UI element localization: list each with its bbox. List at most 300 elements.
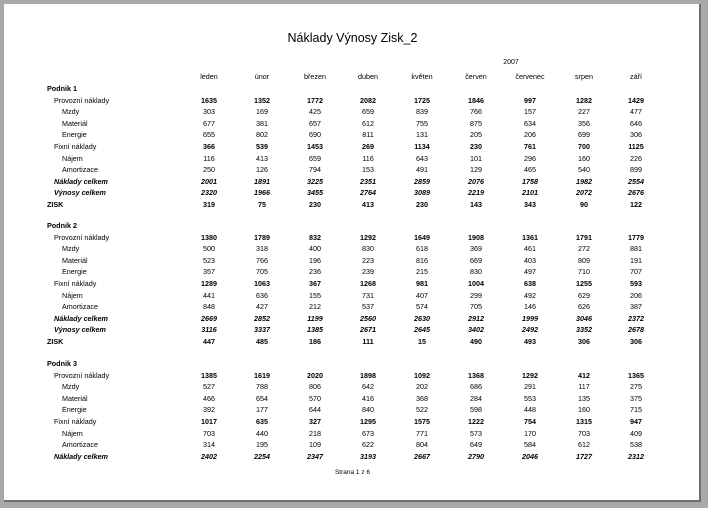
- table-cell: 2669: [201, 313, 217, 323]
- table-cell: 2072: [576, 188, 592, 198]
- table-cell: 707: [630, 267, 642, 277]
- table-cell: 574: [416, 302, 428, 312]
- section-name: Podnik 1: [47, 84, 77, 93]
- table-cell: 218: [309, 428, 321, 438]
- table-cell: 146: [524, 302, 536, 312]
- row-label: Nájem: [62, 153, 83, 163]
- table-cell: 236: [309, 267, 321, 277]
- table-cell: 522: [416, 405, 428, 415]
- row-label: Provozní náklady: [54, 95, 110, 105]
- table-cell: 806: [309, 382, 321, 392]
- section-name: Podnik 2: [47, 221, 77, 230]
- table-cell: 705: [470, 302, 482, 312]
- section-name: Podnik 3: [47, 359, 77, 368]
- table-cell: 381: [256, 118, 268, 128]
- table-cell: 2312: [628, 451, 644, 461]
- table-cell: 2630: [414, 313, 430, 323]
- table-cell: 90: [580, 200, 588, 209]
- table-cell: 275: [630, 382, 642, 392]
- year-header: 2007: [503, 59, 519, 66]
- table-cell: 2645: [414, 325, 430, 335]
- table-row: [4, 119, 701, 129]
- table-row: [4, 417, 701, 427]
- table-cell: 490: [470, 337, 482, 346]
- table-cell: 2560: [360, 313, 376, 323]
- table-cell: 947: [630, 417, 642, 426]
- table-cell: 2320: [201, 188, 217, 198]
- table-cell: 409: [630, 428, 642, 438]
- table-cell: 3455: [307, 188, 323, 198]
- report-page: [4, 4, 701, 502]
- table-cell: 493: [524, 337, 536, 346]
- row-label: Mzdy: [62, 244, 80, 254]
- table-cell: 230: [416, 200, 428, 209]
- table-cell: 230: [309, 200, 321, 209]
- table-cell: 492: [524, 290, 536, 300]
- table-cell: 116: [203, 153, 215, 163]
- table-cell: 170: [524, 428, 536, 438]
- month-header: srpen: [575, 72, 593, 81]
- table-cell: 1789: [254, 232, 270, 242]
- table-cell: 230: [470, 142, 482, 151]
- table-cell: 143: [470, 200, 482, 209]
- table-cell: 832: [309, 232, 321, 242]
- table-cell: 1846: [468, 95, 484, 105]
- table-cell: 206: [630, 290, 642, 300]
- table-row: [4, 394, 701, 404]
- row-label: Materiál: [62, 393, 88, 403]
- table-cell: 710: [578, 267, 590, 277]
- table-cell: 766: [256, 255, 268, 265]
- row-label: Energie: [62, 405, 87, 415]
- table-cell: 447: [203, 337, 215, 346]
- table-cell: 809: [578, 255, 590, 265]
- table-cell: 3193: [360, 451, 376, 461]
- table-cell: 1575: [414, 417, 430, 426]
- table-cell: 466: [203, 393, 215, 403]
- table-row: [4, 165, 701, 175]
- row-label: Fixní náklady: [54, 417, 97, 426]
- table-cell: 412: [578, 370, 590, 380]
- table-cell: 122: [630, 200, 642, 209]
- row-label: Mzdy: [62, 382, 80, 392]
- table-row: [4, 107, 701, 117]
- table-cell: 367: [309, 279, 321, 288]
- table-cell: 1063: [254, 279, 270, 288]
- row-label: Mzdy: [62, 107, 80, 117]
- table-cell: 997: [524, 95, 536, 105]
- table-cell: 15: [418, 337, 426, 346]
- row-label: Provozní náklady: [54, 232, 110, 242]
- row-label: Energie: [62, 267, 87, 277]
- month-header: květen: [411, 72, 433, 81]
- table-row: [4, 302, 701, 312]
- table-cell: 538: [630, 440, 642, 450]
- table-cell: 284: [470, 393, 482, 403]
- row-label: Náklady celkem: [54, 451, 108, 461]
- table-cell: 1255: [576, 279, 592, 288]
- table-cell: 186: [309, 337, 321, 346]
- table-cell: 899: [630, 165, 642, 175]
- table-cell: 540: [578, 165, 590, 175]
- table-cell: 2671: [360, 325, 376, 335]
- table-cell: 1268: [360, 279, 376, 288]
- table-cell: 669: [470, 255, 482, 265]
- table-cell: 2912: [468, 313, 484, 323]
- table-cell: 2402: [201, 451, 217, 461]
- table-cell: 655: [203, 130, 215, 140]
- table-cell: 375: [630, 393, 642, 403]
- table-cell: 2046: [522, 451, 538, 461]
- row-label: Energie: [62, 130, 87, 140]
- table-cell: 3352: [576, 325, 592, 335]
- table-cell: 1199: [307, 313, 323, 323]
- table-cell: 816: [416, 255, 428, 265]
- table-cell: 314: [203, 440, 215, 450]
- table-cell: 573: [470, 428, 482, 438]
- table-cell: 1898: [360, 370, 376, 380]
- table-cell: 129: [470, 165, 482, 175]
- table-cell: 629: [578, 290, 590, 300]
- table-cell: 700: [578, 142, 590, 151]
- table-cell: 226: [630, 153, 642, 163]
- table-row: [4, 256, 701, 266]
- table-cell: 553: [524, 393, 536, 403]
- table-row: [4, 291, 701, 301]
- table-cell: 497: [524, 267, 536, 277]
- table-cell: 3116: [201, 325, 217, 335]
- table-cell: 875: [470, 118, 482, 128]
- table-cell: 771: [416, 428, 428, 438]
- table-cell: 2347: [307, 451, 323, 461]
- table-row: [4, 325, 701, 335]
- table-cell: 75: [258, 200, 266, 209]
- table-cell: 1982: [576, 176, 592, 186]
- table-cell: 761: [524, 142, 536, 151]
- table-cell: 191: [630, 255, 642, 265]
- table-cell: 327: [309, 417, 321, 426]
- table-cell: 2372: [628, 313, 644, 323]
- table-cell: 1092: [414, 370, 430, 380]
- table-cell: 366: [203, 142, 215, 151]
- table-cell: 794: [309, 165, 321, 175]
- row-label: Náklady celkem: [54, 313, 108, 323]
- table-cell: 2351: [360, 176, 376, 186]
- table-cell: 1292: [522, 370, 538, 380]
- row-label: Nájem: [62, 290, 83, 300]
- table-row: [4, 200, 701, 210]
- table-cell: 239: [362, 267, 374, 277]
- row-label: Provozní náklady: [54, 370, 110, 380]
- row-label: Fixní náklady: [54, 279, 97, 288]
- table-row: [4, 337, 701, 347]
- table-cell: 830: [362, 244, 374, 254]
- table-cell: 500: [203, 244, 215, 254]
- table-row: [4, 279, 701, 289]
- table-cell: 731: [362, 290, 374, 300]
- table-cell: 368: [416, 393, 428, 403]
- table-cell: 649: [470, 440, 482, 450]
- table-cell: 1222: [468, 417, 484, 426]
- table-cell: 755: [416, 118, 428, 128]
- table-cell: 2020: [307, 370, 323, 380]
- table-cell: 1779: [628, 232, 644, 242]
- row-label: Výnosy celkem: [54, 188, 106, 198]
- table-cell: 657: [309, 118, 321, 128]
- table-cell: 319: [203, 200, 215, 209]
- table-row: [4, 314, 701, 324]
- table-cell: 407: [416, 290, 428, 300]
- table-row: [4, 130, 701, 140]
- table-cell: 673: [362, 428, 374, 438]
- table-cell: 400: [309, 244, 321, 254]
- table-cell: 299: [470, 290, 482, 300]
- table-cell: 1361: [522, 232, 538, 242]
- table-cell: 250: [203, 165, 215, 175]
- table-cell: 413: [256, 153, 268, 163]
- table-row: [4, 371, 701, 381]
- table-cell: 117: [578, 382, 590, 392]
- table-cell: 101: [470, 153, 482, 163]
- table-cell: 638: [524, 279, 536, 288]
- table-cell: 2076: [468, 176, 484, 186]
- section-header: [4, 84, 701, 94]
- table-cell: 840: [362, 405, 374, 415]
- page-footer: Strana 1 z 6: [334, 469, 371, 476]
- table-cell: 643: [416, 153, 428, 163]
- table-row: [4, 267, 701, 277]
- table-cell: 157: [524, 107, 536, 117]
- table-cell: 1365: [628, 370, 644, 380]
- table-cell: 1385: [307, 325, 323, 335]
- table-cell: 2254: [254, 451, 270, 461]
- table-cell: 153: [362, 165, 374, 175]
- table-cell: 440: [256, 428, 268, 438]
- table-cell: 1289: [201, 279, 217, 288]
- table-row: [4, 142, 701, 152]
- table-row: [4, 154, 701, 164]
- table-cell: 1385: [201, 370, 217, 380]
- table-row: [4, 188, 701, 198]
- section-header: [4, 221, 701, 231]
- table-cell: 2678: [628, 325, 644, 335]
- month-header: březen: [304, 72, 326, 81]
- table-cell: 1004: [468, 279, 484, 288]
- table-cell: 441: [203, 290, 215, 300]
- table-cell: 1891: [254, 176, 270, 186]
- table-cell: 618: [416, 244, 428, 254]
- table-row: [4, 382, 701, 392]
- table-cell: 802: [256, 130, 268, 140]
- table-cell: 2790: [468, 451, 484, 461]
- table-cell: 981: [416, 279, 428, 288]
- table-cell: 754: [524, 417, 536, 426]
- table-cell: 715: [630, 405, 642, 415]
- table-cell: 2764: [360, 188, 376, 198]
- table-cell: 636: [256, 290, 268, 300]
- table-cell: 644: [309, 405, 321, 415]
- table-row: [4, 405, 701, 415]
- table-cell: 642: [362, 382, 374, 392]
- table-cell: 703: [578, 428, 590, 438]
- table-cell: 3225: [307, 176, 323, 186]
- row-label: Amortizace: [62, 165, 98, 175]
- table-cell: 160: [578, 405, 590, 415]
- table-cell: 155: [309, 290, 321, 300]
- table-cell: 109: [309, 440, 321, 450]
- table-cell: 196: [309, 255, 321, 265]
- month-header: leden: [200, 72, 218, 81]
- table-row: [4, 177, 701, 187]
- table-cell: 1725: [414, 95, 430, 105]
- table-cell: 598: [470, 405, 482, 415]
- table-cell: 2101: [522, 188, 538, 198]
- table-cell: 839: [416, 107, 428, 117]
- table-cell: 1758: [522, 176, 538, 186]
- table-cell: 1352: [254, 95, 270, 105]
- table-cell: 135: [578, 393, 590, 403]
- table-cell: 584: [524, 440, 536, 450]
- table-cell: 699: [578, 130, 590, 140]
- row-label: ZISK: [47, 337, 64, 346]
- month-header: červen: [465, 72, 487, 81]
- table-cell: 635: [256, 417, 268, 426]
- table-cell: 1619: [254, 370, 270, 380]
- table-cell: 622: [362, 440, 374, 450]
- table-cell: 131: [416, 130, 428, 140]
- section-header: [4, 359, 701, 369]
- table-cell: 206: [524, 130, 536, 140]
- table-cell: 1908: [468, 232, 484, 242]
- table-cell: 1999: [522, 313, 538, 323]
- row-label: Amortizace: [62, 440, 98, 450]
- month-header: červenec: [515, 72, 545, 81]
- table-cell: 1380: [201, 232, 217, 242]
- table-cell: 116: [362, 153, 374, 163]
- table-cell: 830: [470, 267, 482, 277]
- table-cell: 570: [309, 393, 321, 403]
- table-cell: 202: [416, 382, 428, 392]
- table-cell: 111: [362, 337, 374, 346]
- table-cell: 416: [362, 393, 374, 403]
- table-cell: 848: [203, 302, 215, 312]
- table-cell: 477: [630, 107, 642, 117]
- table-cell: 1772: [307, 95, 323, 105]
- table-cell: 369: [470, 244, 482, 254]
- table-cell: 3046: [576, 313, 592, 323]
- table-cell: 303: [203, 107, 215, 117]
- table-cell: 215: [416, 267, 428, 277]
- table-cell: 811: [362, 130, 374, 140]
- table-cell: 705: [256, 267, 268, 277]
- table-cell: 306: [630, 130, 642, 140]
- table-cell: 2852: [254, 313, 270, 323]
- table-cell: 318: [256, 244, 268, 254]
- table-cell: 677: [203, 118, 215, 128]
- table-cell: 425: [309, 107, 321, 117]
- table-cell: 126: [256, 165, 268, 175]
- table-cell: 403: [524, 255, 536, 265]
- table-cell: 654: [256, 393, 268, 403]
- table-cell: 485: [256, 337, 268, 346]
- table-cell: 788: [256, 382, 268, 392]
- table-cell: 3337: [254, 325, 270, 335]
- table-cell: 1966: [254, 188, 270, 198]
- month-header: září: [630, 72, 642, 81]
- table-cell: 2492: [522, 325, 538, 335]
- table-cell: 881: [630, 244, 642, 254]
- table-cell: 1429: [628, 95, 644, 105]
- table-cell: 357: [203, 267, 215, 277]
- row-label: ZISK: [47, 200, 64, 209]
- table-cell: 448: [524, 405, 536, 415]
- table-cell: 659: [309, 153, 321, 163]
- table-row: [4, 233, 701, 243]
- month-header: duben: [358, 72, 378, 81]
- row-label: Výnosy celkem: [54, 325, 106, 335]
- table-cell: 291: [524, 382, 536, 392]
- table-cell: 491: [416, 165, 428, 175]
- table-cell: 306: [578, 337, 590, 346]
- table-cell: 465: [524, 165, 536, 175]
- table-cell: 539: [256, 142, 268, 151]
- table-cell: 686: [470, 382, 482, 392]
- table-cell: 523: [203, 255, 215, 265]
- report-title: Náklady Výnosy Zisk_2: [287, 31, 418, 45]
- table-cell: 626: [578, 302, 590, 312]
- table-cell: 2676: [628, 188, 644, 198]
- table-cell: 1295: [360, 417, 376, 426]
- table-cell: 413: [362, 200, 374, 209]
- month-header: únor: [254, 72, 270, 81]
- table-cell: 1635: [201, 95, 217, 105]
- table-cell: 296: [524, 153, 536, 163]
- row-label: Materiál: [62, 255, 88, 265]
- table-cell: 387: [630, 302, 642, 312]
- table-cell: 2219: [468, 188, 484, 198]
- table-cell: 356: [578, 118, 590, 128]
- table-cell: 169: [256, 107, 268, 117]
- table-row: [4, 96, 701, 106]
- table-cell: 1315: [576, 417, 592, 426]
- table-cell: 343: [524, 200, 536, 209]
- table-row: [4, 244, 701, 254]
- table-cell: 1017: [201, 417, 217, 426]
- table-cell: 195: [256, 440, 268, 450]
- table-cell: 427: [256, 302, 268, 312]
- table-cell: 2667: [414, 451, 430, 461]
- table-cell: 3089: [414, 188, 430, 198]
- table-cell: 612: [578, 440, 590, 450]
- row-label: Amortizace: [62, 302, 98, 312]
- table-cell: 659: [362, 107, 374, 117]
- table-cell: 392: [203, 405, 215, 415]
- table-cell: 527: [203, 382, 215, 392]
- table-cell: 306: [630, 337, 642, 346]
- table-cell: 1727: [576, 451, 592, 461]
- row-label: Náklady celkem: [54, 176, 108, 186]
- table-cell: 1368: [468, 370, 484, 380]
- table-cell: 1453: [307, 142, 323, 151]
- table-cell: 227: [578, 107, 590, 117]
- table-cell: 1125: [628, 142, 644, 151]
- table-cell: 205: [470, 130, 482, 140]
- table-cell: 177: [256, 405, 268, 415]
- table-cell: 1791: [576, 232, 592, 242]
- table-cell: 269: [362, 142, 374, 151]
- table-row: [4, 440, 701, 450]
- row-label: Nájem: [62, 428, 83, 438]
